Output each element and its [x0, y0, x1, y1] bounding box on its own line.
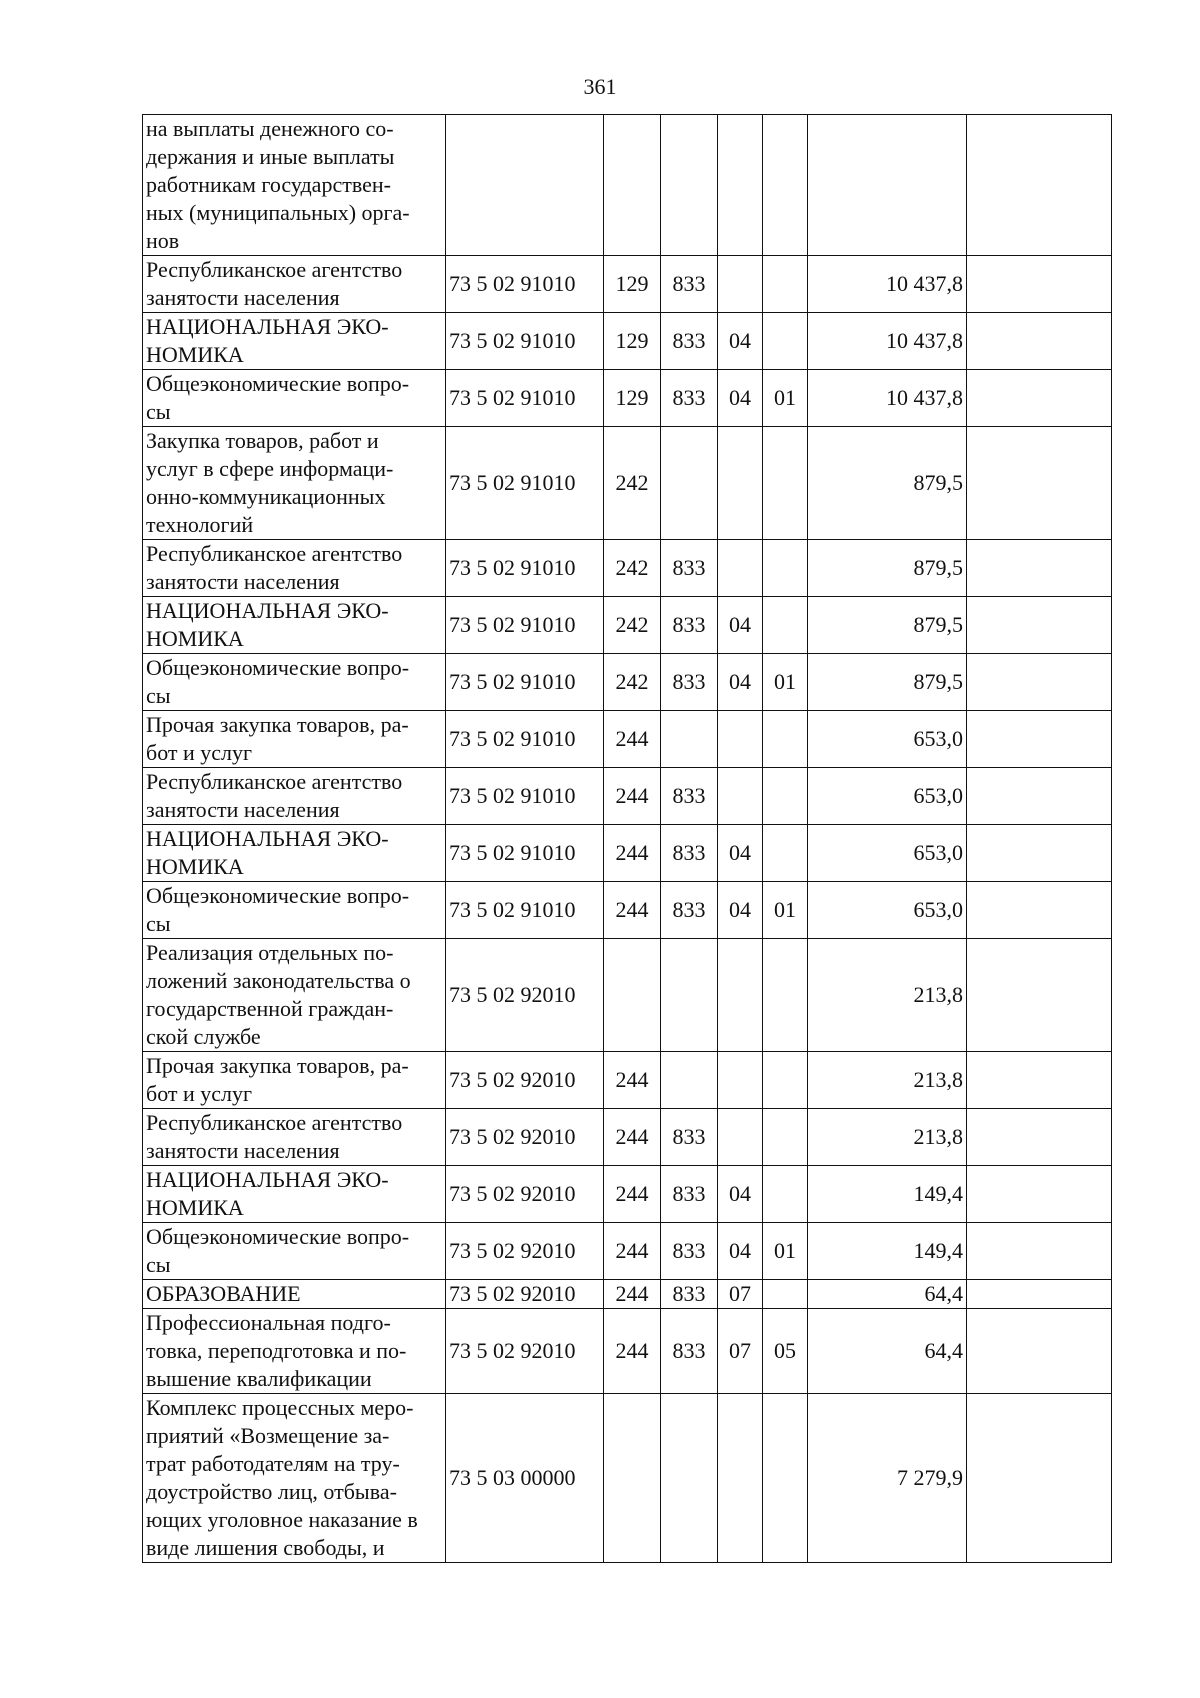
row-section: 07 [718, 1309, 763, 1394]
table-row [143, 1280, 1112, 1309]
row-ministry-code [661, 427, 718, 540]
row-ministry-code [661, 711, 718, 768]
row-ministry-code: 833 [661, 1223, 718, 1280]
row-extra [967, 1166, 1112, 1223]
row-subsection: 01 [763, 370, 808, 427]
row-amount: 879,5 [808, 654, 967, 711]
row-subsection: 01 [763, 882, 808, 939]
row-extra [967, 1109, 1112, 1166]
table-row [143, 370, 1112, 427]
row-description: Закупка товаров, работ и услуг в сфере информаци- онно-коммуникационных технологий [143, 427, 446, 540]
table-row [143, 427, 1112, 540]
row-description: Общеэкономические вопро- сы [143, 1223, 446, 1280]
row-section [718, 939, 763, 1052]
row-description: Республиканское агентство занятости населения [143, 768, 446, 825]
row-section [718, 1052, 763, 1109]
table-row [143, 1223, 1112, 1280]
row-expense-type [604, 115, 661, 256]
row-subsection [763, 256, 808, 313]
row-section [718, 540, 763, 597]
row-target-code: 73 5 02 91010 [446, 825, 604, 882]
row-section [718, 115, 763, 256]
row-subsection: 01 [763, 654, 808, 711]
table-row [143, 711, 1112, 768]
row-expense-type: 244 [604, 882, 661, 939]
row-extra [967, 654, 1112, 711]
row-amount: 213,8 [808, 1052, 967, 1109]
row-description: Общеэкономические вопро- сы [143, 370, 446, 427]
row-expense-type: 242 [604, 427, 661, 540]
row-subsection [763, 427, 808, 540]
row-ministry-code: 833 [661, 825, 718, 882]
row-section [718, 427, 763, 540]
row-ministry-code: 833 [661, 768, 718, 825]
row-extra [967, 882, 1112, 939]
row-amount: 10 437,8 [808, 256, 967, 313]
table-row [143, 1052, 1112, 1109]
page-number: 361 [583, 74, 617, 99]
row-extra [967, 711, 1112, 768]
row-description: Комплекс процессных меро- приятий «Возмещение за- трат работодателям на тру- доустройство лиц, отбыва- ющих уголовное наказание в виде лишения свободы, и [143, 1394, 446, 1563]
row-expense-type: 244 [604, 825, 661, 882]
row-amount: 879,5 [808, 597, 967, 654]
row-subsection [763, 540, 808, 597]
row-amount: 653,0 [808, 825, 967, 882]
row-expense-type: 244 [604, 1309, 661, 1394]
row-extra [967, 370, 1112, 427]
row-ministry-code [661, 939, 718, 1052]
row-section [718, 256, 763, 313]
row-target-code: 73 5 02 92010 [446, 939, 604, 1052]
row-expense-type: 244 [604, 1109, 661, 1166]
table-row [143, 654, 1112, 711]
row-subsection [763, 1166, 808, 1223]
row-ministry-code: 833 [661, 654, 718, 711]
row-description: НАЦИОНАЛЬНАЯ ЭКО- НОМИКА [143, 597, 446, 654]
row-extra [967, 540, 1112, 597]
row-ministry-code [661, 1052, 718, 1109]
row-target-code: 73 5 02 91010 [446, 370, 604, 427]
row-description: ОБРАЗОВАНИЕ [143, 1280, 446, 1309]
table-row [143, 1394, 1112, 1563]
row-extra [967, 939, 1112, 1052]
row-ministry-code: 833 [661, 1109, 718, 1166]
row-expense-type: 244 [604, 1223, 661, 1280]
row-expense-type [604, 1394, 661, 1563]
row-target-code: 73 5 02 91010 [446, 540, 604, 597]
row-extra [967, 768, 1112, 825]
row-amount: 10 437,8 [808, 313, 967, 370]
row-amount: 653,0 [808, 882, 967, 939]
table-row [143, 825, 1112, 882]
row-ministry-code: 833 [661, 370, 718, 427]
row-expense-type: 244 [604, 768, 661, 825]
table-row [143, 882, 1112, 939]
row-ministry-code [661, 115, 718, 256]
row-subsection [763, 711, 808, 768]
row-expense-type: 129 [604, 256, 661, 313]
row-extra [967, 1309, 1112, 1394]
row-expense-type: 244 [604, 1052, 661, 1109]
row-amount: 149,4 [808, 1166, 967, 1223]
row-expense-type: 242 [604, 540, 661, 597]
row-expense-type: 244 [604, 711, 661, 768]
row-ministry-code: 833 [661, 1166, 718, 1223]
row-section: 04 [718, 654, 763, 711]
row-expense-type: 244 [604, 1166, 661, 1223]
row-target-code: 73 5 02 91010 [446, 427, 604, 540]
table-row [143, 768, 1112, 825]
row-subsection: 01 [763, 1223, 808, 1280]
row-expense-type: 242 [604, 654, 661, 711]
row-description: Реализация отдельных по- ложений законодательства о государственной граждан- ской службе [143, 939, 446, 1052]
table-row [143, 1109, 1112, 1166]
table-row [143, 939, 1112, 1052]
row-target-code: 73 5 02 92010 [446, 1309, 604, 1394]
row-ministry-code: 833 [661, 1309, 718, 1394]
row-target-code: 73 5 02 91010 [446, 882, 604, 939]
row-section: 04 [718, 882, 763, 939]
row-description: на выплаты денежного со- держания и иные выплаты работникам государствен- ных (муниципальных) орга- нов [143, 115, 446, 256]
table-row [143, 1309, 1112, 1394]
row-extra [967, 256, 1112, 313]
row-expense-type: 129 [604, 370, 661, 427]
row-amount: 879,5 [808, 540, 967, 597]
row-subsection: 05 [763, 1309, 808, 1394]
row-description: Республиканское агентство занятости населения [143, 1109, 446, 1166]
row-ministry-code: 833 [661, 256, 718, 313]
row-amount: 213,8 [808, 939, 967, 1052]
row-section [718, 711, 763, 768]
row-section [718, 1394, 763, 1563]
row-ministry-code: 833 [661, 313, 718, 370]
row-subsection [763, 939, 808, 1052]
row-description: Общеэкономические вопро- сы [143, 882, 446, 939]
row-subsection [763, 115, 808, 256]
row-amount: 10 437,8 [808, 370, 967, 427]
row-subsection [763, 825, 808, 882]
table-body [143, 115, 1112, 1563]
row-amount: 653,0 [808, 711, 967, 768]
row-amount: 7 279,9 [808, 1394, 967, 1563]
budget-table [142, 114, 1112, 1563]
row-target-code: 73 5 02 92010 [446, 1280, 604, 1309]
row-amount: 149,4 [808, 1223, 967, 1280]
row-target-code: 73 5 02 92010 [446, 1109, 604, 1166]
row-ministry-code: 833 [661, 882, 718, 939]
row-target-code: 73 5 02 91010 [446, 597, 604, 654]
row-section [718, 768, 763, 825]
row-target-code: 73 5 02 92010 [446, 1166, 604, 1223]
row-subsection [763, 313, 808, 370]
row-extra [967, 1280, 1112, 1309]
row-extra [967, 1394, 1112, 1563]
row-section: 04 [718, 825, 763, 882]
row-target-code [446, 115, 604, 256]
table-row [143, 313, 1112, 370]
row-target-code: 73 5 02 91010 [446, 654, 604, 711]
row-extra [967, 115, 1112, 256]
row-subsection [763, 597, 808, 654]
row-extra [967, 427, 1112, 540]
row-section: 04 [718, 1223, 763, 1280]
row-description: НАЦИОНАЛЬНАЯ ЭКО- НОМИКА [143, 825, 446, 882]
row-subsection [763, 1052, 808, 1109]
row-expense-type [604, 939, 661, 1052]
row-target-code: 73 5 02 91010 [446, 313, 604, 370]
row-amount: 879,5 [808, 427, 967, 540]
table-row [143, 597, 1112, 654]
row-description: Республиканское агентство занятости населения [143, 540, 446, 597]
row-subsection [763, 768, 808, 825]
row-amount: 653,0 [808, 768, 967, 825]
table-row [143, 540, 1112, 597]
row-extra [967, 825, 1112, 882]
row-amount: 64,4 [808, 1280, 967, 1309]
row-section: 04 [718, 1166, 763, 1223]
row-description: Республиканское агентство занятости населения [143, 256, 446, 313]
row-section: 07 [718, 1280, 763, 1309]
row-target-code: 73 5 02 91010 [446, 256, 604, 313]
row-section: 04 [718, 597, 763, 654]
row-target-code: 73 5 02 91010 [446, 711, 604, 768]
row-expense-type: 242 [604, 597, 661, 654]
row-ministry-code: 833 [661, 540, 718, 597]
table-row [143, 1166, 1112, 1223]
row-expense-type: 244 [604, 1280, 661, 1309]
row-description: Профессиональная подго- товка, переподготовка и по- вышение квалификации [143, 1309, 446, 1394]
row-amount [808, 115, 967, 256]
row-description: НАЦИОНАЛЬНАЯ ЭКО- НОМИКА [143, 313, 446, 370]
row-description: Общеэкономические вопро- сы [143, 654, 446, 711]
table-row [143, 256, 1112, 313]
row-section: 04 [718, 370, 763, 427]
row-section [718, 1109, 763, 1166]
row-subsection [763, 1394, 808, 1563]
row-ministry-code: 833 [661, 1280, 718, 1309]
row-description: НАЦИОНАЛЬНАЯ ЭКО- НОМИКА [143, 1166, 446, 1223]
row-amount: 213,8 [808, 1109, 967, 1166]
row-section: 04 [718, 313, 763, 370]
row-target-code: 73 5 02 92010 [446, 1052, 604, 1109]
row-subsection [763, 1109, 808, 1166]
row-description: Прочая закупка товаров, ра- бот и услуг [143, 711, 446, 768]
row-target-code: 73 5 02 91010 [446, 768, 604, 825]
row-ministry-code [661, 1394, 718, 1563]
row-extra [967, 597, 1112, 654]
row-target-code: 73 5 03 00000 [446, 1394, 604, 1563]
table-row [143, 115, 1112, 256]
row-expense-type: 129 [604, 313, 661, 370]
row-extra [967, 1223, 1112, 1280]
row-amount: 64,4 [808, 1309, 967, 1394]
row-description: Прочая закупка товаров, ра- бот и услуг [143, 1052, 446, 1109]
row-extra [967, 1052, 1112, 1109]
row-target-code: 73 5 02 92010 [446, 1223, 604, 1280]
row-subsection [763, 1280, 808, 1309]
row-extra [967, 313, 1112, 370]
row-ministry-code: 833 [661, 597, 718, 654]
